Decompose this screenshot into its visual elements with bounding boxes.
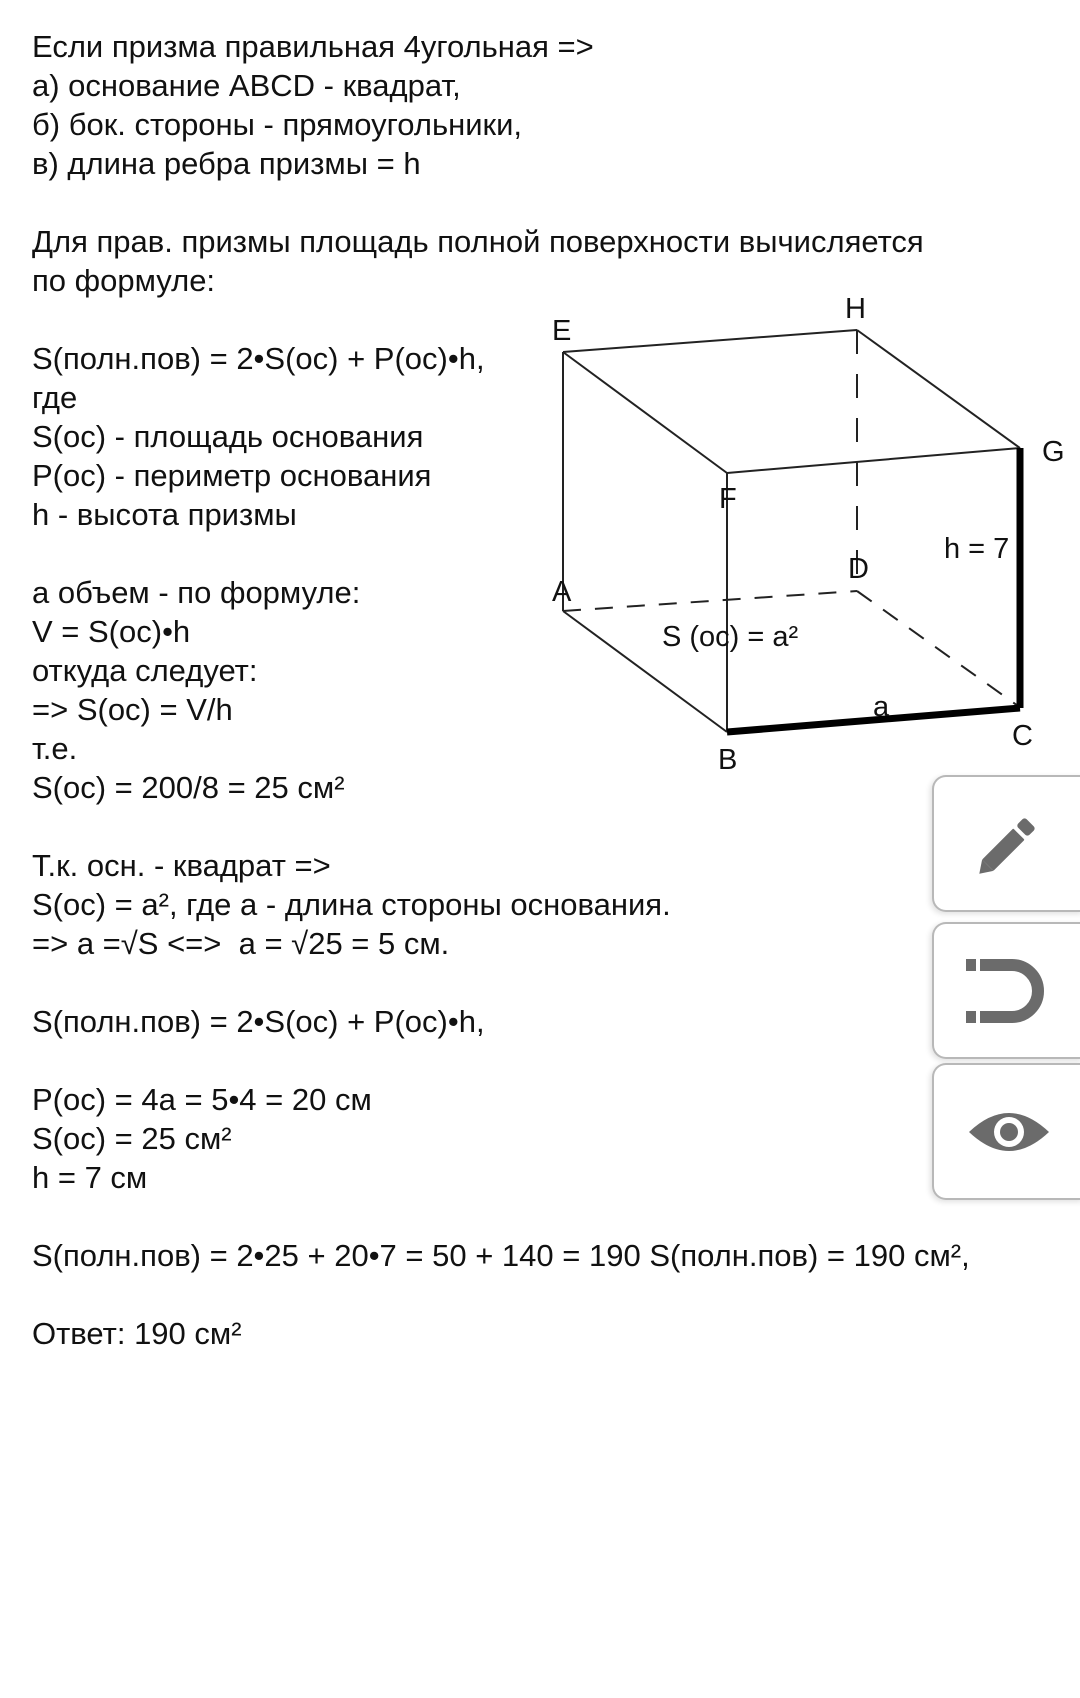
text-line: => S(ос) = V/h: [32, 692, 233, 727]
base-area-label: S (ос) = а²: [662, 621, 799, 653]
vertex-label-C: C: [1012, 720, 1033, 752]
vertex-label-A: A: [552, 576, 572, 608]
text-line: S(полн.пов) = 2•S(ос) + Р(ос)•h,: [32, 1004, 485, 1039]
text-line: Если призма правильная 4угольная =>: [32, 29, 594, 64]
magnet-button[interactable]: [932, 922, 1080, 1059]
edge-DC: [857, 591, 1018, 706]
vertex-label-E: E: [552, 315, 572, 347]
eye-icon: [964, 1102, 1054, 1162]
view-button[interactable]: [932, 1063, 1080, 1200]
text-line: V = S(ос)•h: [32, 614, 191, 649]
text-line: h - высота призмы: [32, 497, 297, 532]
text-line: т.е.: [32, 731, 78, 766]
edit-button[interactable]: [932, 775, 1080, 912]
text-line: б) бок. стороны - прямоугольники,: [32, 107, 523, 142]
text-line: S(ос) - площадь основания: [32, 419, 424, 454]
text-line: а объем - по формуле:: [32, 575, 361, 610]
pencil-icon: [973, 808, 1045, 880]
prism-diagram: [0, 0, 1080, 800]
text-line: Р(ос) = 4а = 5•4 = 20 см: [32, 1082, 372, 1117]
text-line: S(ос) = а², где а - длина стороны основания.: [32, 887, 671, 922]
text-line: S(ос) = 25 см²: [32, 1121, 232, 1156]
text-line: h = 7 см: [32, 1160, 148, 1195]
edge-EF: [563, 352, 727, 473]
text-line: а) основание ABCD - квадрат,: [32, 68, 461, 103]
edge-AD: [563, 591, 857, 611]
text-line: откуда следует:: [32, 653, 258, 688]
vertex-label-F: F: [719, 483, 737, 515]
height-label: h = 7: [944, 533, 1010, 565]
text-line: Р(ос) - периметр основания: [32, 458, 432, 493]
edge-FG: [727, 448, 1020, 473]
text-line: где: [32, 380, 78, 415]
text-line: Для прав. призмы площадь полной поверхности вычисляется: [32, 224, 924, 259]
edge-EH: [563, 330, 857, 352]
vertex-label-H: H: [845, 293, 866, 325]
magnet-icon: [964, 955, 1054, 1027]
text-line: => а =√S <=> а = √25 = 5 см.: [32, 926, 450, 961]
text-line: S(ос) = 200/8 = 25 см²: [32, 770, 345, 805]
text-line: S(полн.пов) = 2•S(ос) + Р(ос)•h,: [32, 341, 485, 376]
edge-HG: [857, 330, 1020, 448]
vertex-label-B: B: [718, 744, 738, 776]
text-line: в) длина ребра призмы = h: [32, 146, 421, 181]
vertex-label-D: D: [848, 553, 869, 585]
text-line: Ответ: 190 см²: [32, 1316, 242, 1351]
text-line: Т.к. осн. - квадрат =>: [32, 848, 331, 883]
text-line: по формуле:: [32, 263, 216, 298]
text-line: S(полн.пов) = 2•25 + 20•7 = 50 + 140 = 190 S(полн.пов) = 190 см²,: [32, 1238, 970, 1273]
side-length-label: a: [873, 691, 890, 723]
vertex-label-G: G: [1042, 436, 1065, 468]
